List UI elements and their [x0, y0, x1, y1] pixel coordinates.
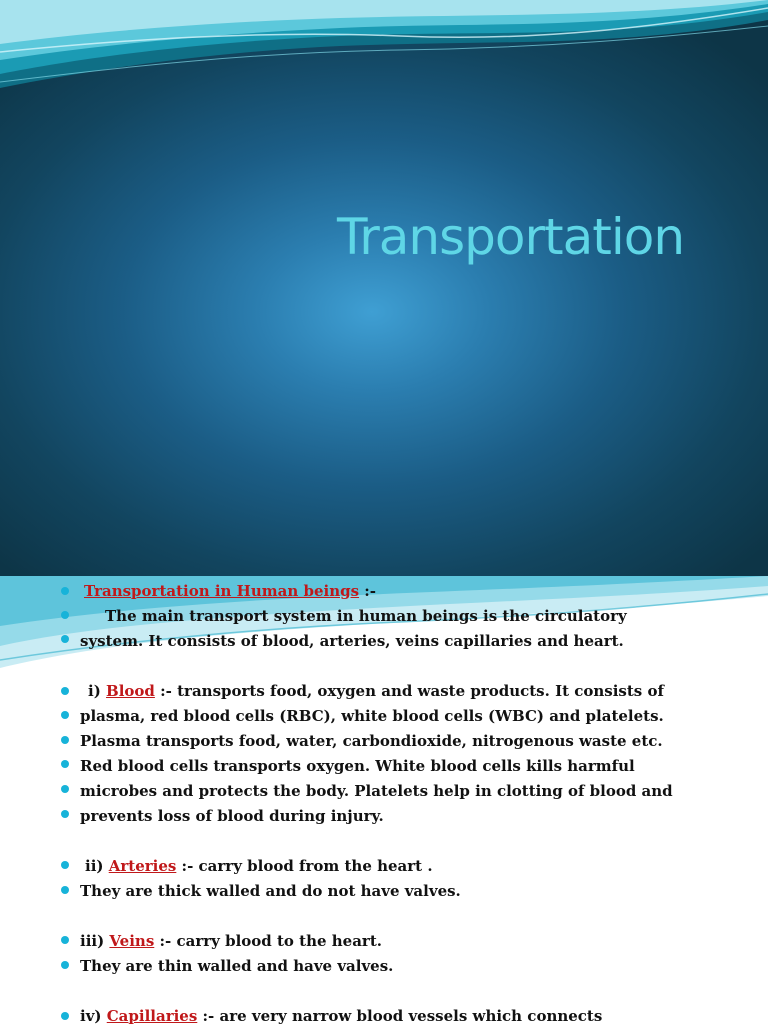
- list-item: The main transport system in human beings is the circulatory: [105, 607, 627, 625]
- term-link: Transportation in Human beings: [84, 582, 360, 600]
- content-slide: [0, 576, 768, 1024]
- term-link: Capillaries: [106, 1007, 198, 1024]
- term-link: Blood: [106, 682, 155, 700]
- slide-title: Transportation: [337, 208, 685, 266]
- list-item: microbes and protects the body. Platelets help in clotting of blood and: [80, 782, 673, 800]
- list-item: Red blood cells transports oxygen. White blood cells kills harmful: [80, 757, 635, 775]
- bullet-icon: [61, 861, 69, 869]
- bullet-icon: [61, 886, 69, 894]
- list-item: i) Blood :- transports food, oxygen and waste products. It consists of: [88, 682, 664, 700]
- bullet-icon: [61, 760, 69, 768]
- bullet-icon: [61, 1012, 69, 1020]
- bullet-icon: [61, 810, 69, 818]
- list-item: ii) Arteries :- carry blood from the heart .: [85, 857, 433, 875]
- term-link: Veins: [109, 932, 155, 950]
- list-item: prevents loss of blood during injury.: [80, 807, 384, 825]
- list-item: iv) Capillaries :- are very narrow blood vessels which connects: [80, 1007, 603, 1024]
- bullet-icon: [61, 611, 69, 619]
- list-item: They are thick walled and do not have valves.: [80, 882, 461, 900]
- bullet-icon: [61, 587, 69, 595]
- list-item: Plasma transports food, water, carbondioxide, nitrogenous waste etc.: [80, 732, 663, 750]
- bullet-icon: [61, 687, 69, 695]
- list-item: Transportation in Human beings :-: [84, 582, 377, 600]
- bullet-icon: [61, 936, 69, 944]
- wave-decoration: [0, 0, 768, 100]
- bullet-icon: [61, 635, 69, 643]
- list-item: They are thin walled and have valves.: [80, 957, 394, 975]
- list-item: system. It consists of blood, arteries, veins capillaries and heart.: [80, 632, 624, 650]
- bullet-icon: [61, 785, 69, 793]
- term-link: Arteries: [108, 857, 177, 875]
- bullet-icon: [61, 961, 69, 969]
- bullet-icon: [61, 711, 69, 719]
- list-item: plasma, red blood cells (RBC), white blood cells (WBC) and platelets.: [80, 707, 664, 725]
- bullet-icon: [61, 736, 69, 744]
- list-item: iii) Veins :- carry blood to the heart.: [80, 932, 382, 950]
